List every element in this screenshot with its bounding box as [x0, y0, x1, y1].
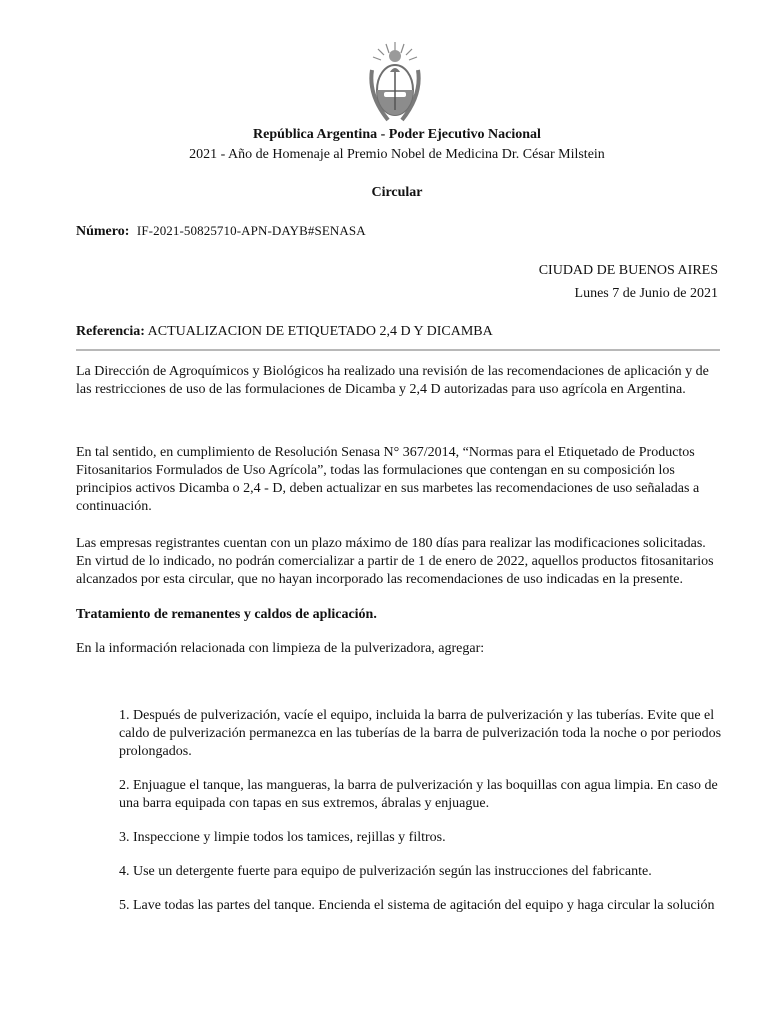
- list-item: 5. Lave todas las partes del tanque. Encienda el sistema de agitación del equipo y haga circular la solución: [119, 898, 715, 913]
- reference-label: Referencia:: [76, 324, 145, 339]
- document-number-value: IF-2021-50825710-APN-DAYB#SENASA: [136, 223, 366, 238]
- body-paragraph: En tal sentido, en cumplimiento de Resolución Senasa N° 367/2014, “Normas para el Etiquetado de Productos Fitosanitarios Formulados de Uso Agrícola”, todas las formulaciones que contengan en su composición los principios activos Dicamba o 2,4 - D, deben actualizar en sus marbetes las recomendaciones de uso señaladas a continuación.: [76, 445, 700, 514]
- list-item: 4. Use un detergente fuerte para equipo de pulverización según las instrucciones del fabricante.: [119, 864, 652, 879]
- reference-value: ACTUALIZACION DE ETIQUETADO 2,4 D Y DICAMBA: [147, 324, 493, 339]
- body-paragraph: La Dirección de Agroquímicos y Biológicos ha realizado una revisión de las recomendaciones de aplicación y de las restricciones de uso de las formulaciones de Dicamba y 2,4 D autorizadas para uso agrícola en Argentina.: [76, 364, 709, 397]
- header-subtitle: 2021 - Año de Homenaje al Premio Nobel de Medicina Dr. César Milstein: [189, 147, 605, 162]
- document-number-label: Número:: [76, 224, 130, 239]
- document-reference: [76, 323, 493, 341]
- document-type: Circular: [371, 185, 423, 200]
- body-paragraph: Las empresas registrantes cuentan con un plazo máximo de 180 días para realizar las modificaciones solicitadas. En virtud de lo indicado, no podrán comercializar a partir de 1 de enero de 2022, aquellos productos fitosanitarios alcanzados por esta circular, que no hayan incorporado las recomendaciones de uso indicadas en la presente.: [76, 536, 714, 587]
- section-heading: Tratamiento de remanentes y caldos de aplicación.: [76, 607, 377, 622]
- list-item: 3. Inspeccione y limpie todos los tamices, rejillas y filtros.: [119, 830, 446, 845]
- argentina-coat-of-arms-icon: [366, 40, 424, 124]
- document-date: Lunes 7 de Junio de 2021: [574, 286, 718, 301]
- document-city: CIUDAD DE BUENOS AIRES: [538, 263, 718, 278]
- list-item: 1. Después de pulverización, vacíe el equipo, incluida la barra de pulverización y las tuberías. Evite que el caldo de pulverización permanezca en las tuberías de la barra de pulverización toda la noche o por periodos prolongados.: [119, 708, 722, 759]
- list-item: 2. Enjuague el tanque, las mangueras, la barra de pulverización y las boquillas con agua limpia. En caso de una barra equipada con tapas en sus extremos, ábralas y enjuague.: [119, 778, 718, 811]
- header-divider: [76, 349, 720, 351]
- section-intro: En la información relacionada con limpieza de la pulverizadora, agregar:: [76, 641, 485, 656]
- document-number: [76, 222, 366, 241]
- header-title: República Argentina - Poder Ejecutivo Nacional: [253, 127, 541, 142]
